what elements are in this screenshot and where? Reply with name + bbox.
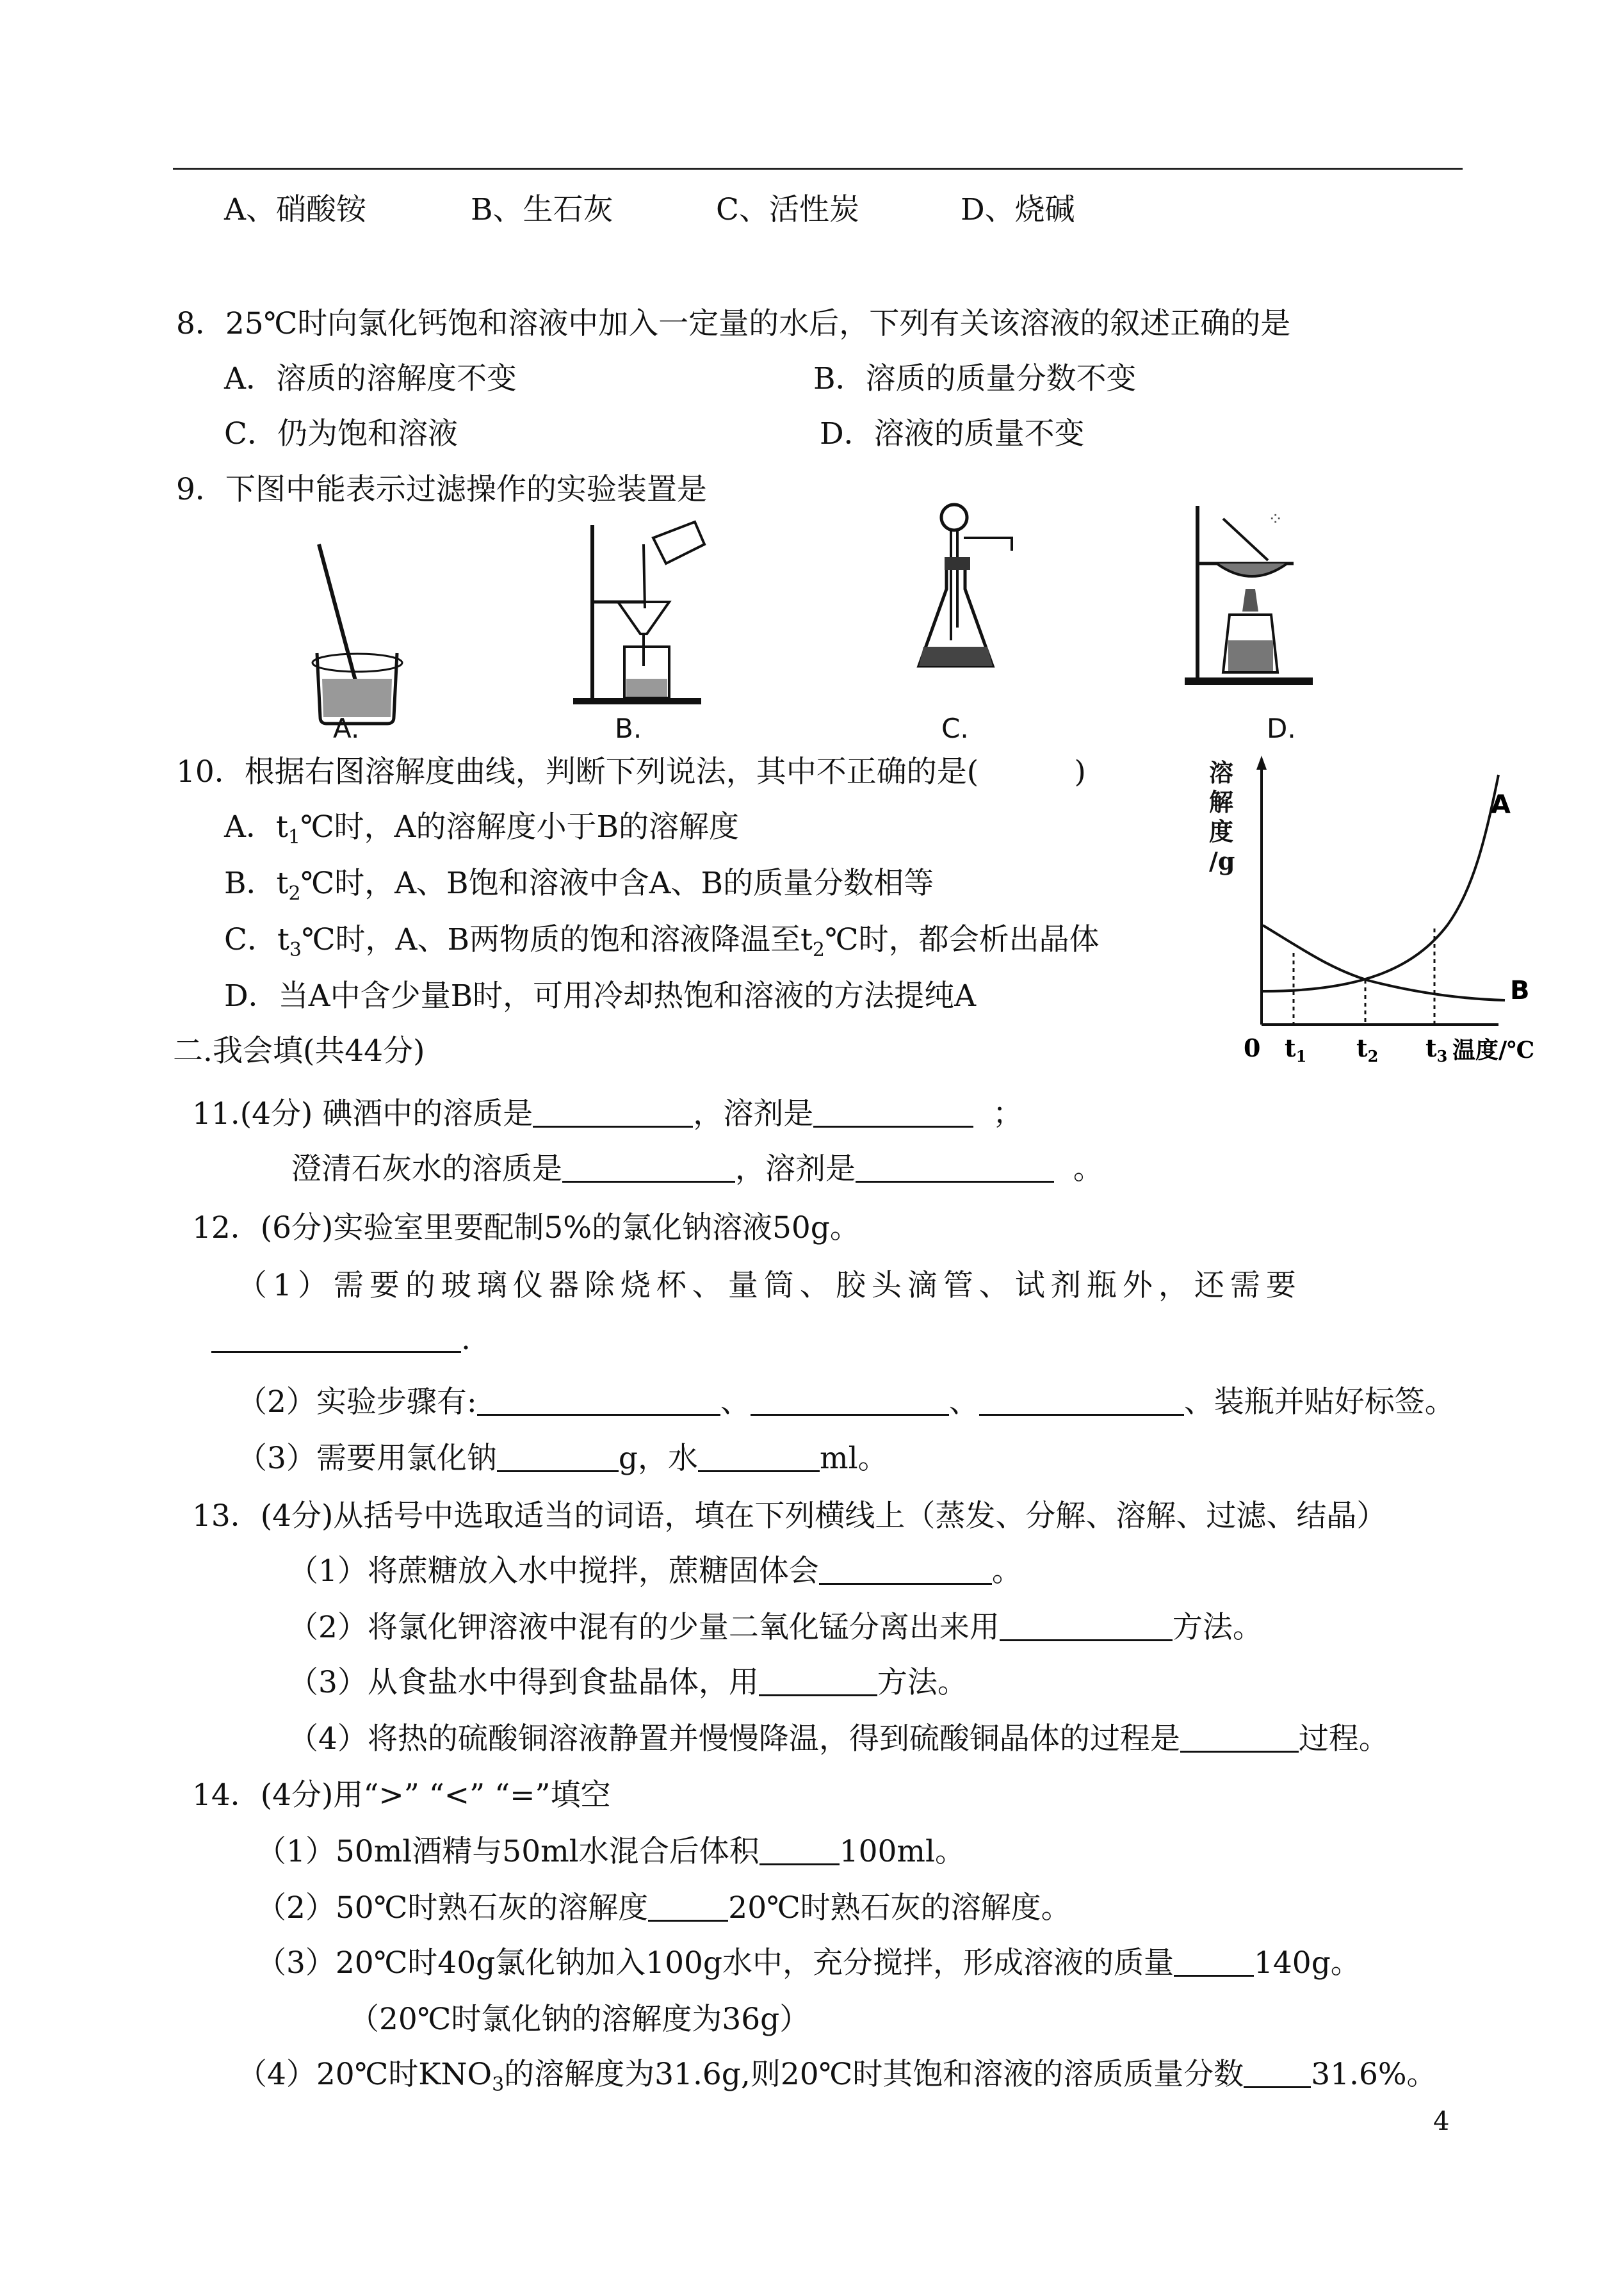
q11-line2: 澄清石灰水的溶质是 ，溶剂是 。 xyxy=(291,1151,1103,1187)
q14-part3-note: （20℃时氯化钠的溶解度为36g） xyxy=(349,2002,810,2037)
x-axis-label: 温度/℃ xyxy=(1452,1037,1535,1064)
header-rule xyxy=(173,168,1463,170)
q13-part4: （4）将热的硫酸铜溶液静置并慢慢降温，得到硫酸铜晶体的过程是 过程。 xyxy=(288,1721,1389,1756)
apparatus-b-filtration xyxy=(573,519,720,711)
apparatus-d-evaporation xyxy=(1178,499,1326,692)
q10-stem: 10．根据右图溶解度曲线，判断下列说法，其中不正确的是( ) xyxy=(176,754,1086,790)
q14-blank-3[interactable] xyxy=(1174,1947,1254,1977)
q8-option-b: B．溶质的质量分数不变 xyxy=(813,361,1137,396)
q14-part2: （2）50℃时熟石灰的溶解度 20℃时熟石灰的溶解度。 xyxy=(256,1890,1071,1926)
q8-option-a: A．溶质的溶解度不变 xyxy=(224,361,517,396)
q12-blank-step-2[interactable] xyxy=(751,1386,949,1416)
q13-blank-1[interactable] xyxy=(819,1555,992,1585)
q14-part1: （1）50ml酒精与50ml水混合后体积 100ml。 xyxy=(256,1834,966,1869)
series-b-label: B xyxy=(1510,976,1530,1005)
q7-option-d: D、烧碱 xyxy=(961,192,1075,227)
solubility-chart xyxy=(1204,749,1550,1082)
q12-part1: （1）需要的玻璃仪器除烧杯、量筒、胶头滴管、试剂瓶外，还需要 xyxy=(237,1268,1302,1303)
q13-blank-4[interactable] xyxy=(1180,1723,1299,1753)
q7-option-c: C、活性炭 xyxy=(716,192,859,227)
svg-text:⁘: ⁘ xyxy=(1268,508,1283,530)
q10-option-a: A．$t_1℃$时，A的溶解度小于B的溶解度 xyxy=(224,809,739,848)
x-tick-t2: $t_2$ xyxy=(1356,1034,1379,1066)
q11-blank-solute-2[interactable] xyxy=(562,1153,735,1183)
x-tick-t3: $t_3$ xyxy=(1425,1034,1448,1066)
q11-blank-solute-1[interactable] xyxy=(533,1098,693,1128)
q8-option-d: D．溶液的质量不变 xyxy=(820,416,1085,451)
q10-option-d: D．当A中含少量B时，可用冷却热饱和溶液的方法提纯A xyxy=(224,978,977,1014)
q7-option-a: A、硝酸铵 xyxy=(224,192,366,227)
q12-part2: （2）实验步骤有: 、 、 、装瓶并贴好标签。 xyxy=(237,1384,1455,1420)
q11-blank-solvent-1[interactable] xyxy=(813,1098,973,1128)
series-a-curve xyxy=(1263,775,1498,991)
q11-blank-solvent-2[interactable] xyxy=(856,1153,1054,1183)
q13-part2: （2）将氯化钾溶液中混有的少量二氧化锰分离出来用 方法。 xyxy=(288,1610,1263,1645)
q12-part3: （3）需要用氯化钠 g，水 ml。 xyxy=(237,1441,888,1476)
q13-blank-3[interactable] xyxy=(759,1666,877,1696)
q10-option-c: C．$t_3℃$时，A、B两物质的饱和溶液降温至$t_2℃$时，都会析出晶体 xyxy=(224,922,1100,961)
q12-stem: 12．(6分)实验室里要配制5%的氯化钠溶液50g。 xyxy=(192,1210,860,1245)
origin-label: 0 xyxy=(1244,1034,1261,1062)
q12-blank-nacl-mass[interactable] xyxy=(497,1442,619,1472)
q14-blank-2[interactable] xyxy=(648,1892,728,1922)
q8-stem: 8．25℃时向氯化钙饱和溶液中加入一定量的水后，下列有关该溶液的叙述正确的是 xyxy=(176,306,1291,341)
page-number: 4 xyxy=(1433,2107,1450,2136)
q14-stem: 14．(4分)用“>” “<” “=”填空 xyxy=(192,1778,611,1813)
q13-part3: （3）从食盐水中得到食盐晶体，用 方法。 xyxy=(288,1665,968,1700)
q9-stem: 9．下图中能表示过滤操作的实验装置是 xyxy=(176,472,707,507)
apparatus-label-b: B. xyxy=(615,713,642,744)
q13-blank-2[interactable] xyxy=(1000,1611,1173,1641)
q14-blank-1[interactable] xyxy=(759,1835,840,1865)
apparatus-label-c: C. xyxy=(941,713,969,744)
q14-blank-4[interactable] xyxy=(1244,2058,1311,2088)
q12-blank-step-1[interactable] xyxy=(477,1386,720,1416)
q13-stem: 13．(4分)从括号中选取适当的词语，填在下列横线上（蒸发、分解、溶解、过滤、结晶） xyxy=(192,1498,1387,1534)
apparatus-label-a: A. xyxy=(333,713,360,744)
q14-part4: （4）20℃时$KNO_3$的溶解度为31.6g,则20℃时其饱和溶液的溶质质量分数 31.6%。 xyxy=(237,2057,1437,2096)
series-a-label: A xyxy=(1491,790,1511,820)
q12-blank-instrument[interactable] xyxy=(211,1323,461,1353)
section2-heading: 二.我会填(共44分) xyxy=(173,1034,425,1069)
q13-part1: （1）将蔗糖放入水中搅拌，蔗糖固体会 。 xyxy=(288,1553,1022,1589)
q7-option-b: B、生石灰 xyxy=(471,192,613,227)
q10-option-b: B．$t_2℃$时，A、B饱和溶液中含A、B的质量分数相等 xyxy=(224,866,934,905)
apparatus-label-d: D. xyxy=(1267,713,1296,744)
q12-part1-answer: . xyxy=(211,1320,471,1359)
q12-blank-step-3[interactable] xyxy=(979,1386,1184,1416)
apparatus-c-gas-flask xyxy=(909,499,1037,685)
y-axis-arrow xyxy=(1256,756,1267,770)
chart-ylabel: 溶解度/g xyxy=(1209,758,1235,875)
q12-blank-water-volume[interactable] xyxy=(698,1442,820,1472)
q14-part3: （3）20℃时40g氯化钠加入100g水中，充分搅拌，形成溶液的质量 140g。 xyxy=(256,1945,1361,1981)
q8-option-c: C．仍为饱和溶液 xyxy=(224,416,458,451)
x-tick-t1: $t_1$ xyxy=(1285,1034,1307,1066)
q11-line1: 11.(4分) 碘酒中的溶质是 ，溶剂是 ； xyxy=(192,1096,1023,1131)
